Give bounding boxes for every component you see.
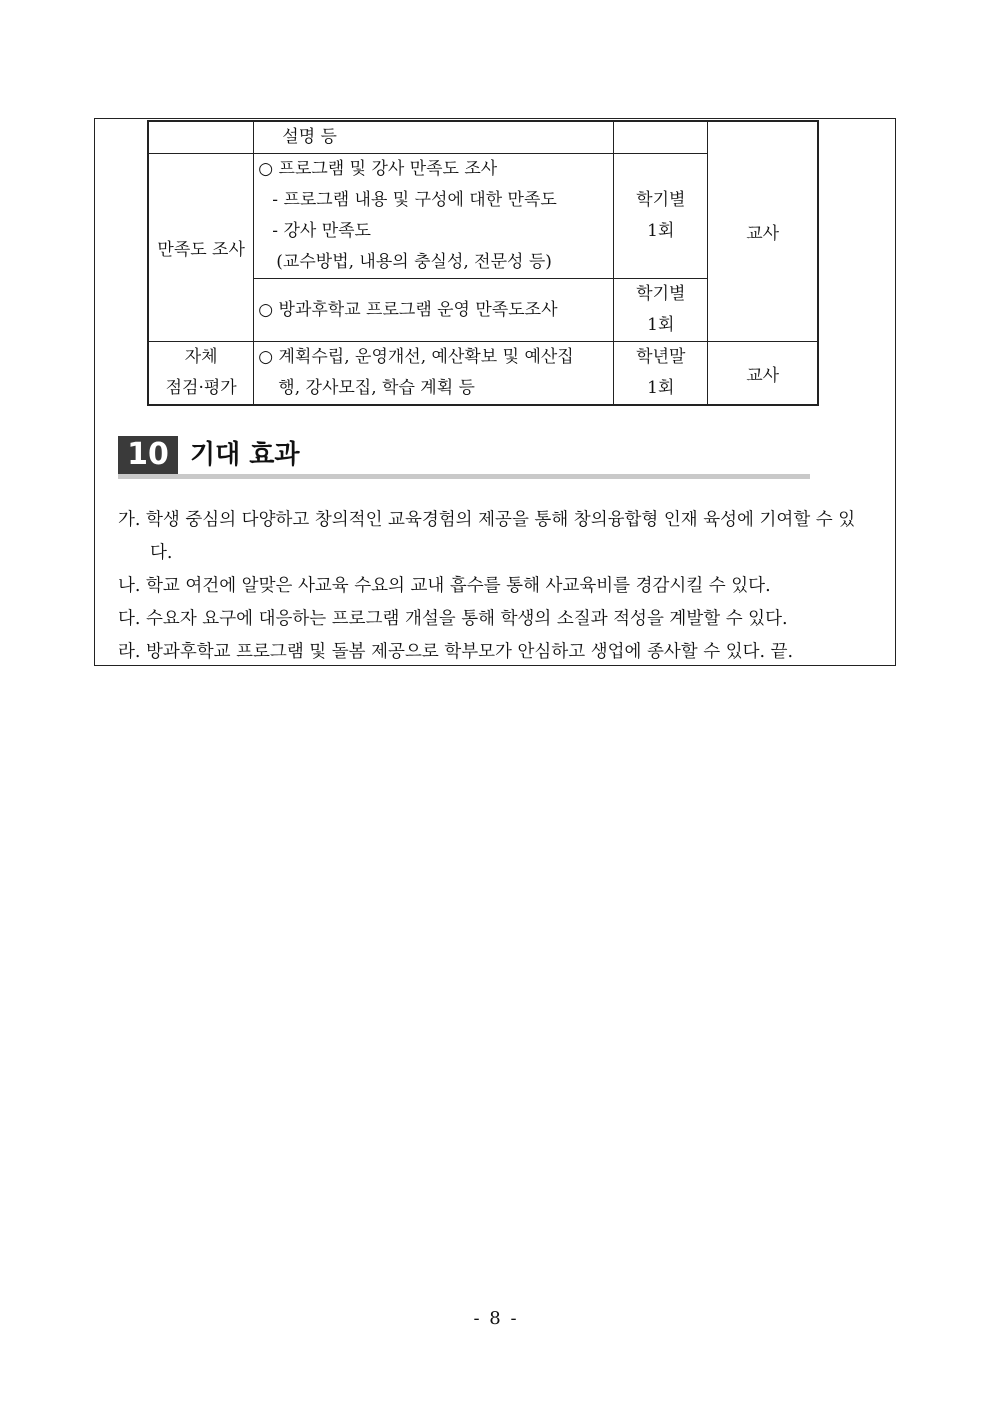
table-cell: [614, 121, 708, 154]
frequency-cell: 학기별 1회: [614, 154, 708, 279]
list-item-continuation: 다.: [150, 543, 173, 563]
table-cell: ○ 프로그램 및 강사 만족도 조사 - 프로그램 내용 및 구성에 대한 만족도 - 강사 만족도 (교수방법, 내용의 충실성, 전문성 등): [254, 154, 614, 279]
page-number: - 8 -: [473, 1308, 519, 1329]
category-label: 자체 점검·평가: [148, 342, 254, 406]
table-cell: ○ 계획수립, 운영개선, 예산확보 및 예산집 행, 강사모집, 학습 계획 등: [254, 342, 614, 406]
frequency-cell: 학년말 1회: [614, 342, 708, 406]
section-number: 10: [118, 436, 178, 474]
evaluation-table: [147, 120, 819, 406]
list-item: 가. 학생 중심의 다양하고 창의적인 교육경험의 제공을 통해 창의융합형 인재 육성에 기여할 수 있: [118, 510, 856, 530]
owner-cell: 교사: [708, 121, 818, 342]
table-cell: [148, 121, 254, 154]
table-row: [148, 342, 818, 406]
owner-cell: 교사: [708, 342, 818, 406]
effects-list: [118, 504, 890, 669]
list-item: 라. 방과후학교 프로그램 및 돌봄 제공으로 학부모가 안심하고 생업에 종사할 수 있다. 끝.: [118, 642, 794, 662]
section-heading: [118, 436, 810, 478]
heading-underline: [118, 474, 810, 479]
section-title: 기대 효과: [190, 440, 300, 470]
category-label: 만족도 조사: [148, 154, 254, 342]
frequency-cell: 학기별 1회: [614, 279, 708, 342]
table-row: [148, 121, 818, 154]
list-item: 다. 수요자 요구에 대응하는 프로그램 개설을 통해 학생의 소질과 적성을 계발할 수 있다.: [118, 609, 788, 629]
table-cell: 설명 등: [254, 121, 614, 154]
list-item: 나. 학교 여건에 알맞은 사교육 수요의 교내 흡수를 통해 사교육비를 경감시킬 수 있다.: [118, 576, 771, 596]
table-cell: ○ 방과후학교 프로그램 운영 만족도조사: [254, 279, 614, 342]
